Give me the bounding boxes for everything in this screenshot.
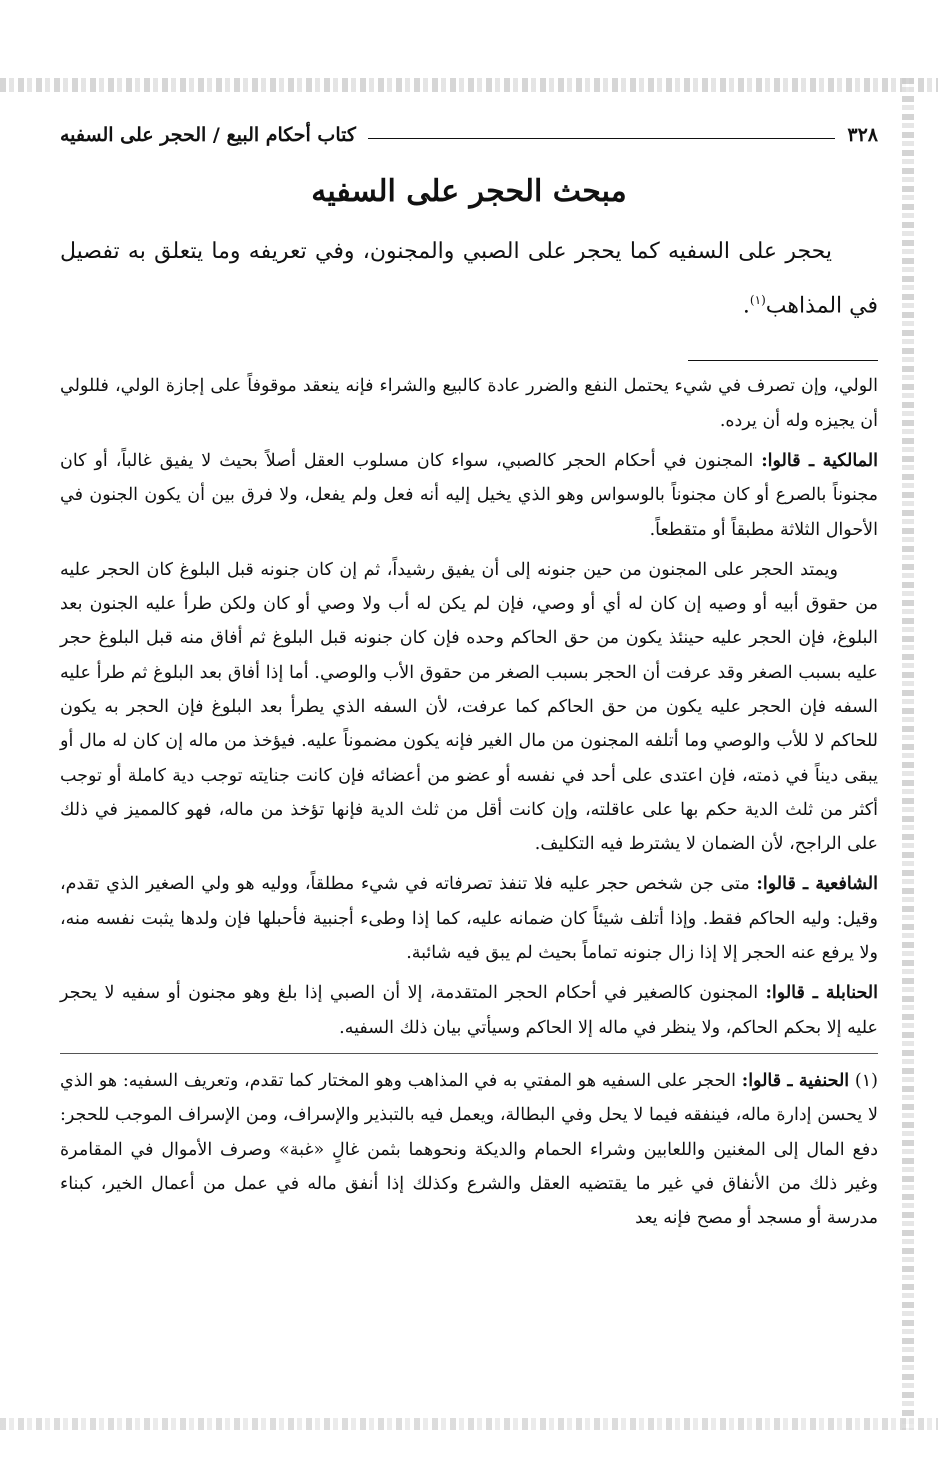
school-label-hanafi: الحنفية ـ قالوا:	[741, 1070, 850, 1091]
footnote-text: المجنون في أحكام الحجر كالصبي، سواء كان مسلوب العقل أصلاً بحيث لا يفيق غالباً، أو كان مجنوناً بالصرع أو كان مجنوناً بالوسواس وهو الذي يخيل إليه أنه فعل ولم يفعل، ولا فرق بين أن يكون الجنون في الأحوال الثلاثة مطبقاً أو متقطعاً.	[60, 450, 878, 540]
footnote-paragraph	[60, 867, 878, 970]
intro-text: يحجر على السفيه كما يحجر على الصبي والمجنون، وفي تعريفه وما يتعلق به تفصيل في المذاهب	[60, 239, 878, 319]
decorative-border-bottom	[0, 1418, 938, 1430]
footnote-number: (١)	[854, 1070, 878, 1091]
footnote-text: المجنون كالصغير في أحكام الحجر المتقدمة، إلا أن الصبي إذا بلغ وهو مجنون أو سفيه لا يحجر عليه إلا بحكم الحاكم، ولا ينظر في ماله إلا الحاكم وسيأتي بيان ذلك السفيه.	[60, 983, 878, 1038]
intro-end: .	[742, 293, 750, 319]
running-title: كتاب أحكام البيع / الحجر على السفيه	[60, 124, 356, 146]
footnote-ref: (١)	[749, 293, 766, 307]
school-label-hanbali: الحنابلة ـ قالوا:	[765, 983, 878, 1004]
footnote-text: الولي، وإن تصرف في شيء يحتمل النفع والضرر عادة كالبيع والشراء فإنه ينعقد موقوفاً على إجازة الولي، فللولي أن يجيزه وله أن يرده.	[60, 376, 878, 431]
footnote-separator	[688, 360, 878, 361]
footnote-paragraph	[60, 444, 878, 547]
school-label-maliki: المالكية ـ قالوا:	[761, 450, 878, 471]
footnote-paragraph	[60, 1064, 878, 1235]
intro-paragraph	[60, 227, 878, 330]
page-number: ٣٢٨	[847, 124, 878, 146]
school-label-shafii: الشافعية ـ قالوا:	[756, 874, 878, 895]
footnote-text: الحجر على السفيه هو المفتي به في المذاهب وهو المختار كما تقدم، وتعريف السفيه: هو الذي لا يحسن إدارة ماله، فينفقه فيما لا يحل وفي البطالة، ويعمل فيه بالتبذير والإسراف، ومن الإسراف الموجب للحجر: دفع المال إلى المغنين واللعابين وشراء الحمام والديكة ونحوهما بثمن غالٍ «غبة» وصرف الأموال في المقامرة وغير ذلك من الأنفاق في غير ما يقتضيه العقل والشرع وكذلك إذا أنفق ماله في عمل من أعمال الخير، كبناء مدرسة أو مسجد أو مصح فإنه يعد	[60, 1070, 878, 1229]
section-title: مبحث الحجر على السفيه	[311, 174, 627, 209]
footnote-text: ويمتد الحجر على المجنون من حين جنونه إلى أن يفيق رشيداً، ثم إن كان جنونه قبل البلوغ كان الحجر عليه من حقوق أبيه أو وصيه إن كان له أي أو وصي، فإن لم يكن له أب ولا وصي أو كان ولكن طرأ عليه الجنون بعد البلوغ، فإن الحجر عليه حينئذ يكون من حق الحاكم وحده فإن كان جنونه قبل البلوغ ثم أفاق منه قبل البلوغ حجر عليه بسبب الصغر وقد عرفت أن الحجر بسبب الصغر من حقوق الأب والوصي. أما إذا أفاق بعد البلوغ ثم طرأ عليه السفه فإن الحجر عليه يكون من حق الحاكم كما عرفت، لأن السفه الذي يطرأ بعد البلوغ فإن الحجر به يكون للحاكم لا للأب والوصي وما أتلفه المجنون من مال الغير فإنه يكون مضموناً عليه. فيؤخذ من ماله إن كان له مال أو يبقى ديناً في ذمته، فإن اعتدى على أحد في نفسه أو عضو من أعضائه فإن كانت جنايته توجب دية كاملة أو توجب أكثر من ثلث الدية حكم بها على عاقلته، وإن كانت أقل من ثلث الدية فإنها تؤخذ من ماله، فهو كالمميز في ذلك على الراجح، لأن الضمان لا يشترط فيه التكليف.	[60, 559, 878, 855]
running-header	[60, 118, 878, 152]
footnote-divider	[60, 1053, 878, 1054]
footnote-paragraph	[60, 553, 878, 862]
footnote-text: متى جن شخص حجر عليه فلا تنفذ تصرفاته في شيء مطلقاً، ووليه هو ولي الصغير الذي تقدم، وقيل: وليه الحاكم فقط. وإذا أتلف شيئاً كان ضمانه عليه، كما إذا وطىء أجنبية فأحبلها فإن ولدها يثبت نفسه منه، ولا يرفع عنه الحجر إلا إذا زال جنونه تماماً بحيث لم يبق فيه شائبة.	[60, 874, 878, 964]
book-page	[60, 118, 878, 1408]
footnotes	[60, 369, 878, 1235]
decorative-border-right	[902, 78, 914, 1430]
footnote-paragraph	[60, 976, 878, 1045]
decorative-border-top	[0, 78, 938, 92]
footnote-paragraph	[60, 369, 878, 438]
header-rule	[368, 138, 835, 139]
